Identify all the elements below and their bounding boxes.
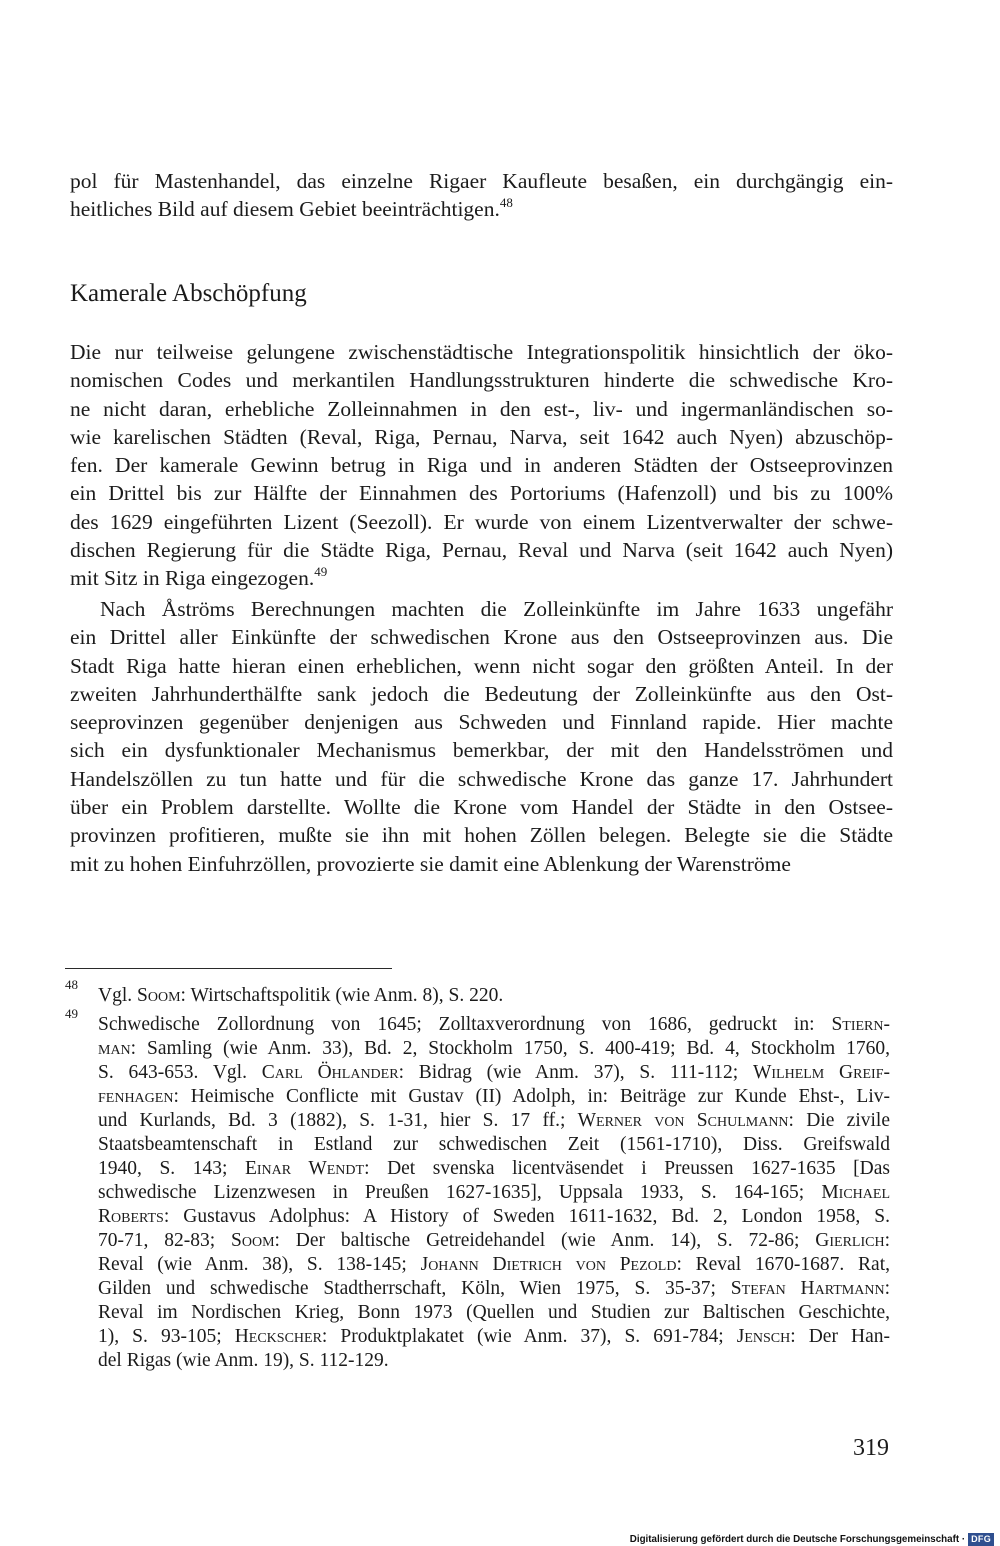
author-name: fenhagen (98, 1086, 174, 1107)
text-run: Gilden und schwedische Stadtherrschaft, Köln, Wien 1975, S. 35-37; (98, 1278, 731, 1299)
text-run: ein Drittel aller Einkünfte der schwedischen Krone aus den Ostseeprovinzen aus. Die (70, 625, 893, 650)
paragraph (70, 338, 893, 593)
text-line (98, 1109, 890, 1133)
text-run: und Kurlands, Bd. 3 (1882), S. 1-31, hier S. 17 ff.; (98, 1110, 578, 1131)
text-line (70, 564, 893, 592)
text-line (70, 652, 893, 680)
text-run: Reval im Nordischen Krieg, Bonn 1973 (Quellen und Studien zur Baltischen Geschichte, (98, 1302, 890, 1323)
text-run: wie karelischen Städten (Reval, Riga, Pernau, Narva, seit 1642 auch Nyen) abzuschöp- (70, 424, 893, 449)
text-run: heitliches Bild auf diesem Gebiet beeinträchtigen. (70, 197, 500, 222)
text-line (98, 1205, 890, 1229)
text-line (98, 984, 890, 1008)
author-name: Johann Dietrich von Pezold (420, 1254, 677, 1275)
text-line (98, 1061, 890, 1085)
author-name: Gierlich (815, 1230, 885, 1251)
text-run: Nach Åströms Berechnungen machten die Zolleinkünfte im Jahre 1633 ungefähr (100, 597, 893, 621)
text-line (70, 623, 893, 651)
text-run: : Gustavus Adolphus: A History of Sweden 1611-1632, Bd. 2, London 1958, S. (163, 1206, 890, 1227)
author-name: Einar Wendt (244, 1158, 365, 1179)
text-line (70, 793, 893, 821)
text-line (98, 1181, 890, 1205)
footnote-marker: 48 (65, 977, 78, 992)
text-run: : Det svenska licentväsendet i Preussen 1627-1635 [Das (364, 1158, 890, 1179)
text-run: sich ein dysfunktionaler Mechanismus bemerkbar, der mit den Handelsströmen und (70, 738, 893, 763)
text-line (98, 1085, 890, 1109)
text-run: S. 643-653. Vgl. (98, 1062, 262, 1083)
text-run: Vgl. (98, 985, 137, 1006)
footnote-marker: 49 (65, 1006, 78, 1021)
text-run: Reval (wie Anm. 38), S. 138-145; (98, 1254, 421, 1275)
text-run: nomischen Codes und merkantilen Handlungsstrukturen hinderte die schwedische Kro- (70, 368, 893, 393)
text-run: 1940, S. 143; (98, 1158, 245, 1179)
author-name: Heckscher (234, 1326, 322, 1347)
text-line (98, 1013, 890, 1037)
author-name: Carl Öhlander (261, 1062, 399, 1083)
text-line (70, 338, 893, 366)
text-run: zweiten Jahrhunderthälfte sank jedoch die Bedeutung der Zolleinkünfte aus den Ost- (70, 681, 893, 706)
text-line (70, 680, 893, 708)
text-line (70, 708, 893, 736)
text-line (70, 479, 893, 507)
text-run: : Bidrag (wie Anm. 37), S. 111-112; (398, 1062, 753, 1083)
footnote-reference: 49 (314, 564, 328, 580)
author-name: Stiern- (831, 1014, 890, 1035)
footnote-text (98, 984, 890, 1008)
paragraph-continuation (70, 167, 893, 224)
text-run: pol für Mastenhandel, das einzelne Rigaer Kaufleute besaßen, ein durchgängig ein- (70, 169, 893, 193)
text-run: : Samling (wie Anm. 33), Bd. 2, Stockholm 1750, S. 400-419; Bd. 4, Stockholm 1760, (130, 1038, 890, 1059)
author-name: Jensch (736, 1326, 791, 1347)
text-line (70, 195, 893, 223)
text-line (98, 1253, 890, 1277)
text-run: provinzen profitieren, mußte sie ihn mit hohen Zöllen belegen. Belegte sie die Städte (70, 823, 893, 848)
text-run: : Der Han- (790, 1326, 890, 1347)
page-number: 319 (853, 1435, 889, 1461)
dfg-logo: DFG (968, 1533, 994, 1546)
text-line (70, 366, 893, 394)
text-run: des 1629 eingeführten Lizent (Seezoll). Er wurde von einem Lizentverwalter der schwe- (70, 509, 893, 534)
credit-text: Digitalisierung gefördert durch die Deutsche Forschungsgemeinschaft · (629, 1534, 966, 1545)
paragraph (70, 595, 893, 878)
text-run: : (884, 1278, 890, 1299)
text-run: Schwedische Zollordnung von 1645; Zolltaxverordnung von 1686, gedruckt in: (98, 1014, 832, 1035)
author-name: Werner von Schulmann (577, 1110, 789, 1131)
section-heading: Kamerale Abschöpfung (70, 280, 307, 307)
author-name: Soom (231, 1230, 275, 1251)
text-line (98, 1277, 890, 1301)
text-line (98, 1301, 890, 1325)
text-run: dischen Regierung für die Städte Riga, Pernau, Reval und Narva (seit 1642 auch Nyen) (70, 538, 893, 563)
author-name: Soom (137, 985, 181, 1006)
text-run: : Wirtschaftspolitik (wie Anm. 8), S. 220. (180, 985, 504, 1006)
text-line (70, 536, 893, 564)
text-line (98, 1229, 890, 1253)
text-line (98, 1157, 890, 1181)
text-line (70, 508, 893, 536)
text-run: : Die zivile (788, 1110, 890, 1131)
text-run: ne nicht daran, erhebliche Zolleinnahmen in den est-, liv- und ingermanländischen so- (70, 396, 893, 421)
text-line (70, 451, 893, 479)
author-name: Wilhelm Greif- (752, 1062, 890, 1083)
text-run: : (884, 1230, 891, 1251)
text-run: mit zu hohen Einfuhrzöllen, provozierte sie damit eine Ablenkung der Warenströme (70, 851, 791, 876)
text-line (70, 765, 893, 793)
text-run: über ein Problem darstellte. Wollte die Krone vom Handel der Städte in den Ostsee- (70, 795, 893, 820)
text-run: Handelszöllen zu tun hatte und für die schwedische Krone das ganze 17. Jahrhundert (70, 766, 893, 791)
footnote-separator-rule (65, 968, 392, 969)
text-line (70, 850, 893, 878)
text-line (98, 1133, 890, 1157)
text-line (70, 595, 893, 623)
text-run: mit Sitz in Riga eingezogen. (70, 566, 315, 591)
text-run: schwedische Lizenzwesen in Preußen 1627-1635], Uppsala 1933, S. 164-165; (98, 1182, 822, 1203)
text-line (70, 423, 893, 451)
text-run: del Rigas (wie Anm. 19), S. 112-129. (98, 1350, 389, 1371)
text-line (70, 736, 893, 764)
digitization-credit (540, 1533, 994, 1546)
text-run: ein Drittel bis zur Hälfte der Einnahmen des Portoriums (Hafenzoll) und bis zu 100% (70, 481, 893, 506)
text-line (70, 821, 893, 849)
text-run: : Der baltische Getreidehandel (wie Anm. 14), S. 72-86; (274, 1230, 816, 1251)
text-run: 1), S. 93-105; (98, 1326, 235, 1347)
author-name: man (98, 1038, 131, 1059)
text-run: Stadt Riga hatte hieran einen erheblichen, wenn nicht sogar den größten Anteil. In der (70, 653, 893, 678)
text-run: Die nur teilweise gelungene zwischenstädtische Integrationspolitik hinsichtlich der öko- (70, 340, 893, 364)
text-run: 70-71, 82-83; (98, 1230, 232, 1251)
text-line (70, 167, 893, 195)
author-name: Roberts (98, 1206, 164, 1227)
footnote-reference: 48 (499, 195, 513, 211)
text-line (70, 395, 893, 423)
author-name: Michael (821, 1182, 890, 1203)
text-line (98, 1325, 890, 1349)
text-run: : Produktplakatet (wie Anm. 37), S. 691-784; (321, 1326, 737, 1347)
text-run: Staatsbeamtenschaft in Estland zur schwedischen Zeit (1561-1710), Diss. Greifswald (98, 1134, 890, 1155)
text-run: seeprovinzen gegenüber denjenigen aus Schweden und Finnland rapide. Hier machte (70, 710, 893, 735)
author-name: Stefan Hartmann (730, 1278, 885, 1299)
text-run: fen. Der kamerale Gewinn betrug in Riga und in anderen Städten der Ostseeprovinzen (70, 453, 893, 478)
text-line (98, 1349, 890, 1373)
footnote-text (98, 1013, 890, 1373)
text-run: : Reval 1670-1687. Rat, (676, 1254, 890, 1275)
text-line (98, 1037, 890, 1061)
text-run: : Heimische Conflicte mit Gustav (II) Adolph, in: Beiträge zur Kunde Ehst-, Liv- (173, 1086, 890, 1107)
